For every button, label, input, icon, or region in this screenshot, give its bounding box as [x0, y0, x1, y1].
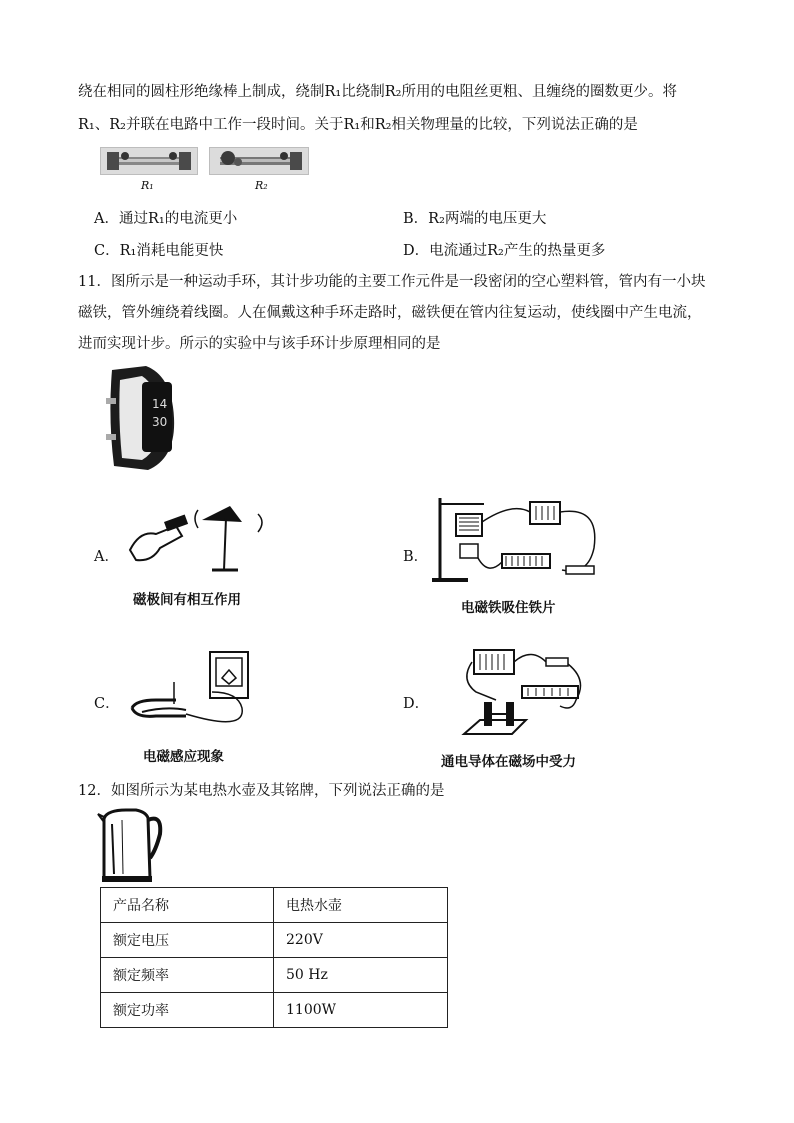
table-cell: 额定电压: [101, 923, 274, 958]
table-cell: 50 Hz: [274, 958, 448, 993]
q11-option-d-caption: 通电导体在磁场中受力: [441, 754, 576, 770]
q11-option-c-caption: 电磁感应现象: [143, 749, 224, 765]
r1-label: R₁: [141, 179, 154, 192]
electromagnet-figure: [432, 492, 604, 586]
force-on-conductor-figure: [456, 640, 588, 744]
resistor-r2-image: [209, 147, 309, 175]
table-cell: 电热水壶: [274, 888, 448, 923]
magnet-interaction-figure: [126, 500, 272, 580]
q11-option-d-letter: D．: [403, 696, 430, 712]
table-row: [101, 923, 448, 958]
q12-text-line1: 12．如图所示为某电热水壶及其铭牌，下列说法正确的是: [78, 783, 445, 799]
fitness-band-image: [102, 362, 178, 474]
induction-figure: [126, 648, 256, 738]
q10-option-d: D．电流通过R₂产生的热量更多: [403, 243, 606, 259]
table-cell: 产品名称: [101, 888, 274, 923]
q11-text-line3: 进而实现计步。所示的实验中与该手环计步原理相同的是: [78, 336, 441, 352]
q10-text-line1: 绕在相同的圆柱形绝缘棒上制成，绕制R₁比绕制R₂所用的电阻丝更粗、且缠绕的圈数更少。将: [78, 84, 677, 100]
q10-option-a: A．通过R₁的电流更小: [94, 211, 238, 227]
band-time-bottom: 30: [152, 415, 168, 429]
r2-label: R₂: [255, 179, 268, 192]
resistor-r1-image: [100, 147, 198, 175]
band-time-top: 14: [152, 397, 168, 411]
table-row: [101, 958, 448, 993]
q10-text-line2: R₁、R₂并联在电路中工作一段时间。关于R₁和R₂相关物理量的比较，下列说法正确的是: [78, 117, 638, 133]
q10-option-c: C．R₁消耗电能更快: [94, 243, 224, 259]
q11-option-b-caption: 电磁铁吸住铁片: [461, 600, 556, 616]
q11-text-line2: 磁铁，管外缠绕着线圈。人在佩戴这种手环走路时，磁铁便在管内往复运动，使线圈中产生电流，: [78, 305, 702, 321]
nameplate-table: [100, 887, 448, 1028]
q10-option-b: B．R₂两端的电压更大: [403, 211, 547, 227]
kettle-image: [96, 804, 164, 884]
table-cell: 220V: [274, 923, 448, 958]
table-row: [101, 888, 448, 923]
q11-option-a-caption: 磁极间有相互作用: [133, 592, 241, 608]
q11-text-line1: 11．图所示是一种运动手环，其计步功能的主要工作元件是一段密闭的空心塑料管，管内有一小块: [78, 274, 706, 290]
table-cell: 1100W: [274, 993, 448, 1028]
q11-option-c-letter: C．: [94, 696, 120, 712]
table-row: [101, 993, 448, 1028]
table-cell: 额定频率: [101, 958, 274, 993]
q11-option-b-letter: B．: [403, 549, 429, 565]
table-cell: 额定功率: [101, 993, 274, 1028]
q11-option-a-letter: A．: [94, 549, 119, 565]
